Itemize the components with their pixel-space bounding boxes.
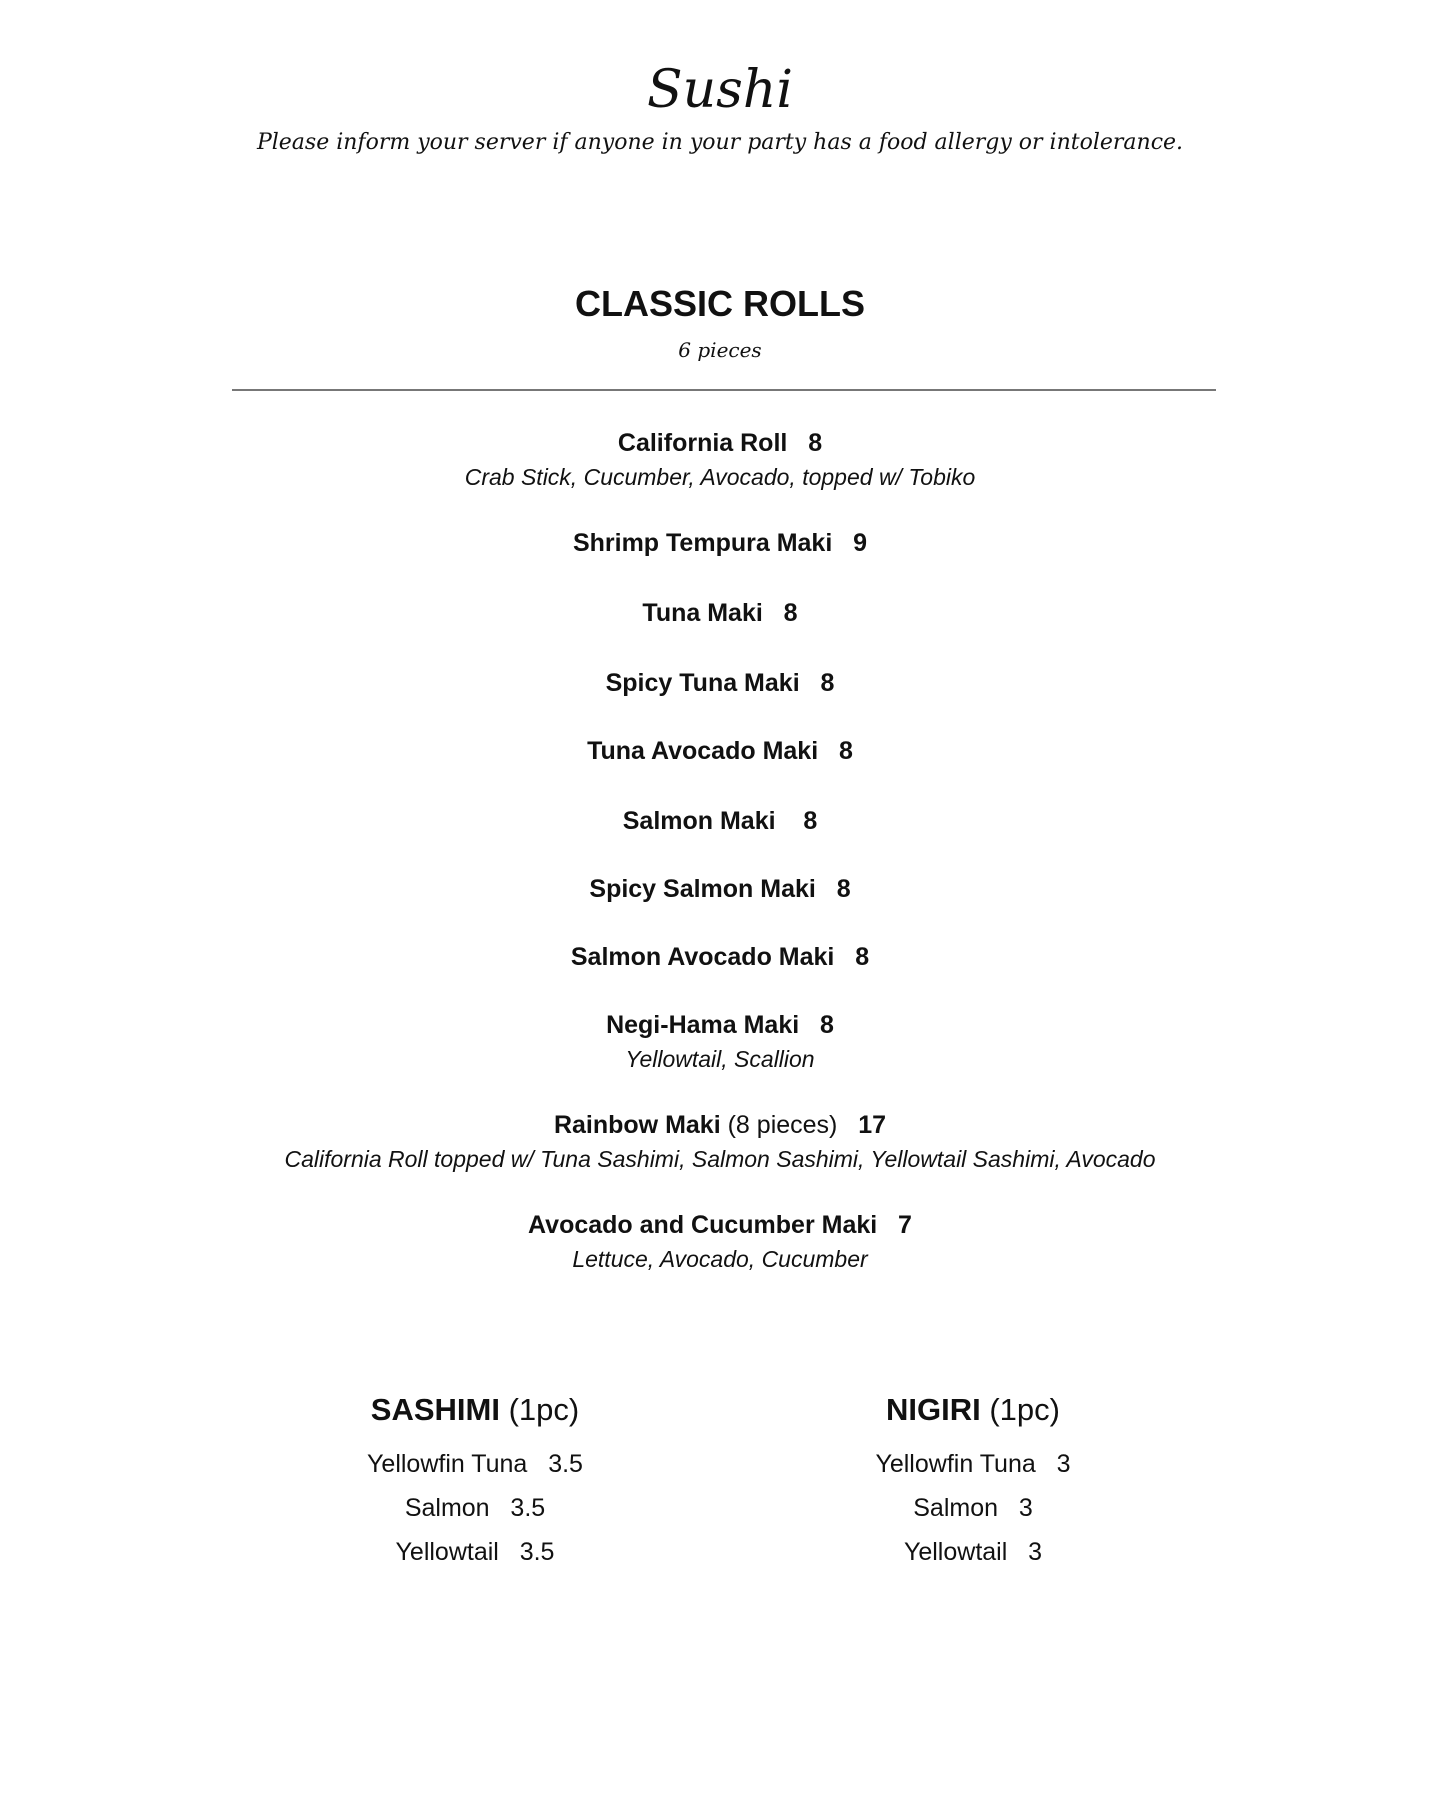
allergy-notice: Please inform your server if anyone in your party has a food allergy or intolerance. bbox=[256, 130, 1184, 155]
menu-item-description: Yellowtail, Scallion bbox=[625, 1046, 815, 1072]
menu-item-price: 9 bbox=[853, 529, 868, 557]
menu-item-description: Crab Stick, Cucumber, Avocado, topped w/ Tobiko bbox=[464, 464, 976, 490]
menu-item-description: Lettuce, Avocado, Cucumber bbox=[572, 1246, 868, 1272]
menu-item-price: 7 bbox=[898, 1211, 912, 1239]
menu-item-price: 8 bbox=[808, 429, 823, 457]
menu-item-price: 17 bbox=[858, 1111, 887, 1139]
menu-item-name: Tuna Avocado Maki 8 bbox=[587, 737, 853, 765]
classic-rolls-heading: CLASSIC ROLLS bbox=[574, 283, 865, 324]
nigiri-heading: NIGIRI (1pc) bbox=[886, 1392, 1060, 1427]
menu-item-name: Rainbow Maki (8 pieces) 17 bbox=[553, 1111, 887, 1139]
list-item: Yellowtail 3 bbox=[903, 1538, 1043, 1566]
menu-item-price: 8 bbox=[839, 737, 853, 765]
menu-item-name: Salmon Avocado Maki 8 bbox=[570, 943, 870, 971]
menu-item-name: Salmon Maki 8 bbox=[622, 807, 818, 835]
menu-item-price: 8 bbox=[836, 875, 851, 903]
item-price: 3 bbox=[1028, 1538, 1043, 1566]
item-price: 3.5 bbox=[519, 1538, 555, 1566]
menu-item-price: 8 bbox=[803, 807, 818, 835]
nigiri-section bbox=[723, 1390, 1223, 1574]
list-item: Salmon 3 bbox=[913, 1494, 1033, 1522]
classic-rolls-note: 6 pieces bbox=[678, 338, 762, 362]
menu-item-name: Spicy Salmon Maki 8 bbox=[589, 875, 851, 903]
list-item: Yellowfin Tuna 3 bbox=[875, 1450, 1071, 1478]
menu-item-name: Tuna Maki 8 bbox=[642, 599, 798, 627]
item-price: 3.5 bbox=[510, 1494, 546, 1522]
menu-item-qualifier: (8 pieces) bbox=[727, 1111, 838, 1139]
menu-item-price: 8 bbox=[783, 599, 798, 627]
menu-item-price: 8 bbox=[820, 669, 835, 697]
section-divider bbox=[232, 389, 1216, 391]
menu-item-price: 8 bbox=[820, 1011, 834, 1039]
list-item: Salmon 3.5 bbox=[404, 1494, 546, 1522]
list-item: Yellowtail 3.5 bbox=[395, 1538, 555, 1566]
menu-item-name: Spicy Tuna Maki 8 bbox=[605, 669, 835, 697]
list-item: Yellowfin Tuna 3.5 bbox=[367, 1450, 583, 1478]
page-title: Sushi bbox=[647, 60, 793, 120]
item-price: 3 bbox=[1056, 1450, 1071, 1478]
menu-item-name: California Roll 8 bbox=[617, 429, 823, 457]
menu-item-price: 8 bbox=[855, 943, 870, 971]
menu-item-description: California Roll topped w/ Tuna Sashimi, Salmon Sashimi, Yellowtail Sashimi, Avocado bbox=[284, 1146, 1156, 1172]
sashimi-section bbox=[225, 1390, 725, 1574]
item-price: 3.5 bbox=[548, 1450, 583, 1478]
menu-item-name: Avocado and Cucumber Maki 7 bbox=[528, 1211, 912, 1239]
item-price: 3 bbox=[1018, 1494, 1033, 1522]
sashimi-heading: SASHIMI (1pc) bbox=[370, 1392, 580, 1427]
menu-item-name: Negi-Hama Maki 8 bbox=[606, 1011, 834, 1039]
menu-item-name: Shrimp Tempura Maki 9 bbox=[572, 529, 868, 557]
